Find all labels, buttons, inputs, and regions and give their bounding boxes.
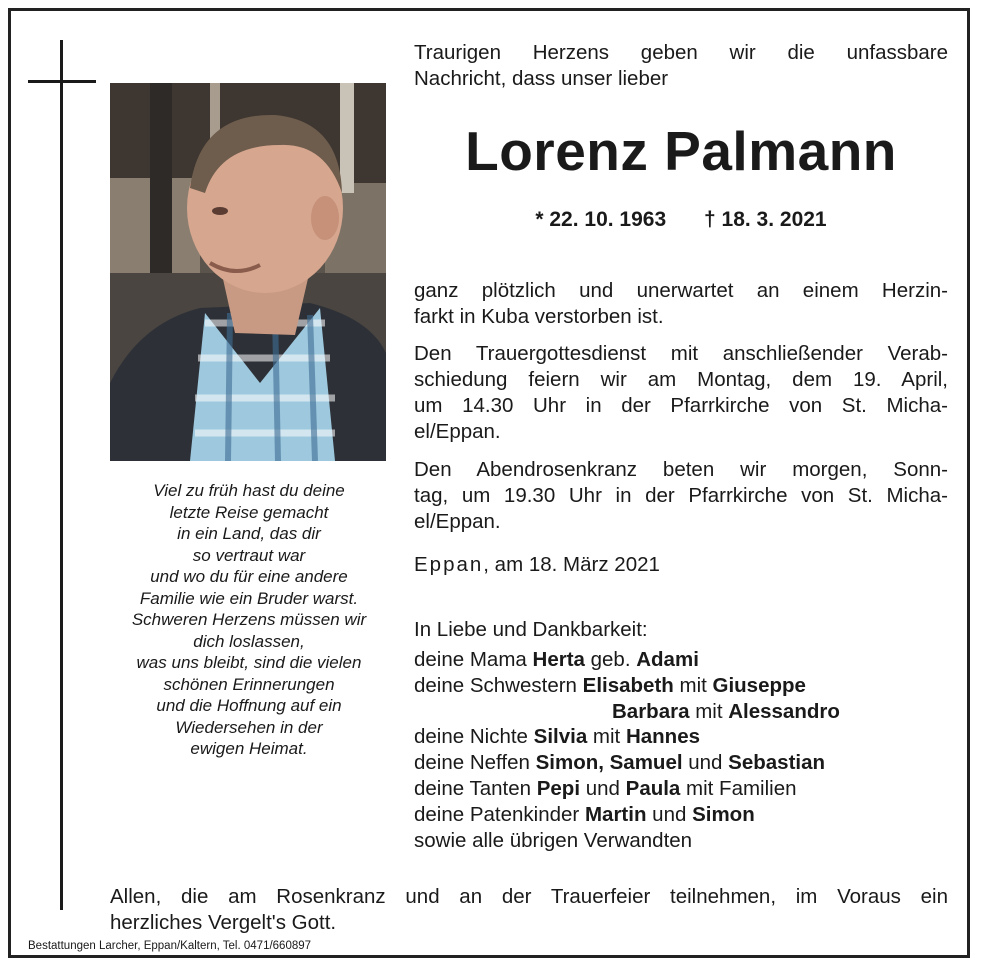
poem-line: und wo du für eine andere [150,567,348,586]
intro-line: Nachricht, dass unser lieber [414,67,669,90]
poem [108,480,390,760]
thanks-line: Allen, die am Rosenkranz und an der Trauerfeier teilnehmen, im Voraus ein [110,885,948,908]
portrait-illustration [110,83,386,461]
poem-line: ewigen Heimat. [190,739,308,758]
family-rest: sowie alle übrigen Verwandten [414,828,693,852]
poem-line: letzte Reise gemacht [169,502,329,522]
family-sisters-2: Barbara mit Alessandro [612,699,840,723]
rosary-text [414,457,948,535]
cross-icon-bar [28,80,96,83]
family-list [414,647,840,853]
rosary-line: el/Eppan. [414,510,501,533]
cause-line: farkt in Kuba verstorben ist. [414,305,664,328]
date: , am 18. März 2021 [483,553,660,576]
poem-line: Viel zu früh hast du deine [153,481,345,500]
cause-text [414,278,948,330]
deceased-name: Lorenz Palmann [465,120,897,182]
funeral-line: el/Eppan. [414,420,501,443]
family-mama: deine Mama Herta geb. Adami [414,648,699,671]
life-dates [414,206,948,234]
undertaker-info: Bestattungen Larcher, Eppan/Kaltern, Tel. 0471/660897 [28,940,312,952]
thanks-line: herzliches Vergelt's Gott. [110,911,337,934]
funeral-line: Den Trauergottesdienst mit anschließender Verab- [414,342,948,365]
cross-icon [60,40,63,910]
portrait-photo [110,83,386,461]
poem-line: schönen Erinnerungen [163,674,335,694]
intro-text [414,40,948,92]
poem-line: dich loslassen, [193,631,305,651]
family-aunts: deine Tanten Pepi und Paula mit Familien [414,776,797,800]
poem-line: so vertraut war [192,545,306,565]
family-nephews: deine Neffen Simon, Samuel und Sebastian [414,751,826,775]
funeral-line: schiedung feiern wir am Montag, dem 19. April, [414,368,948,391]
poem-line: in ein Land, das dir [177,524,321,543]
rosary-line: tag, um 19.30 Uhr in der Pfarrkirche von St. Micha- [414,484,948,507]
place-date [414,552,948,578]
poem-line: Schweren Herzens müssen wir [131,610,367,629]
family-sisters: deine Schwestern Elisabeth mit Giuseppe [414,673,806,697]
thanks-text [110,884,948,936]
birth-date: * 22. 10. 1963 [535,208,667,231]
rosary-line: Den Abendrosenkranz beten wir morgen, Sonn- [414,458,948,481]
funeral-text [414,341,948,445]
cause-line: ganz plötzlich und unerwartet an einem Herzin- [414,279,948,302]
poem-line: Wiedersehen in der [175,717,323,737]
family-godchildren: deine Patenkinder Martin und Simon [414,802,755,826]
love-heading: In Liebe und Dankbarkeit: [414,618,648,641]
place: Eppan [414,553,484,576]
poem-line: was uns bleibt, sind die vielen [136,653,362,672]
intro-line: Traurigen Herzens geben wir die unfassbare [414,41,948,64]
funeral-line: um 14.30 Uhr in der Pfarrkirche von St. Micha- [414,394,948,417]
death-date: † 18. 3. 2021 [704,208,827,231]
family-niece: deine Nichte Silvia mit Hannes [414,725,701,749]
poem-line: und die Hoffnung auf ein [156,696,342,715]
poem-line: Familie wie ein Bruder warst. [139,588,359,608]
